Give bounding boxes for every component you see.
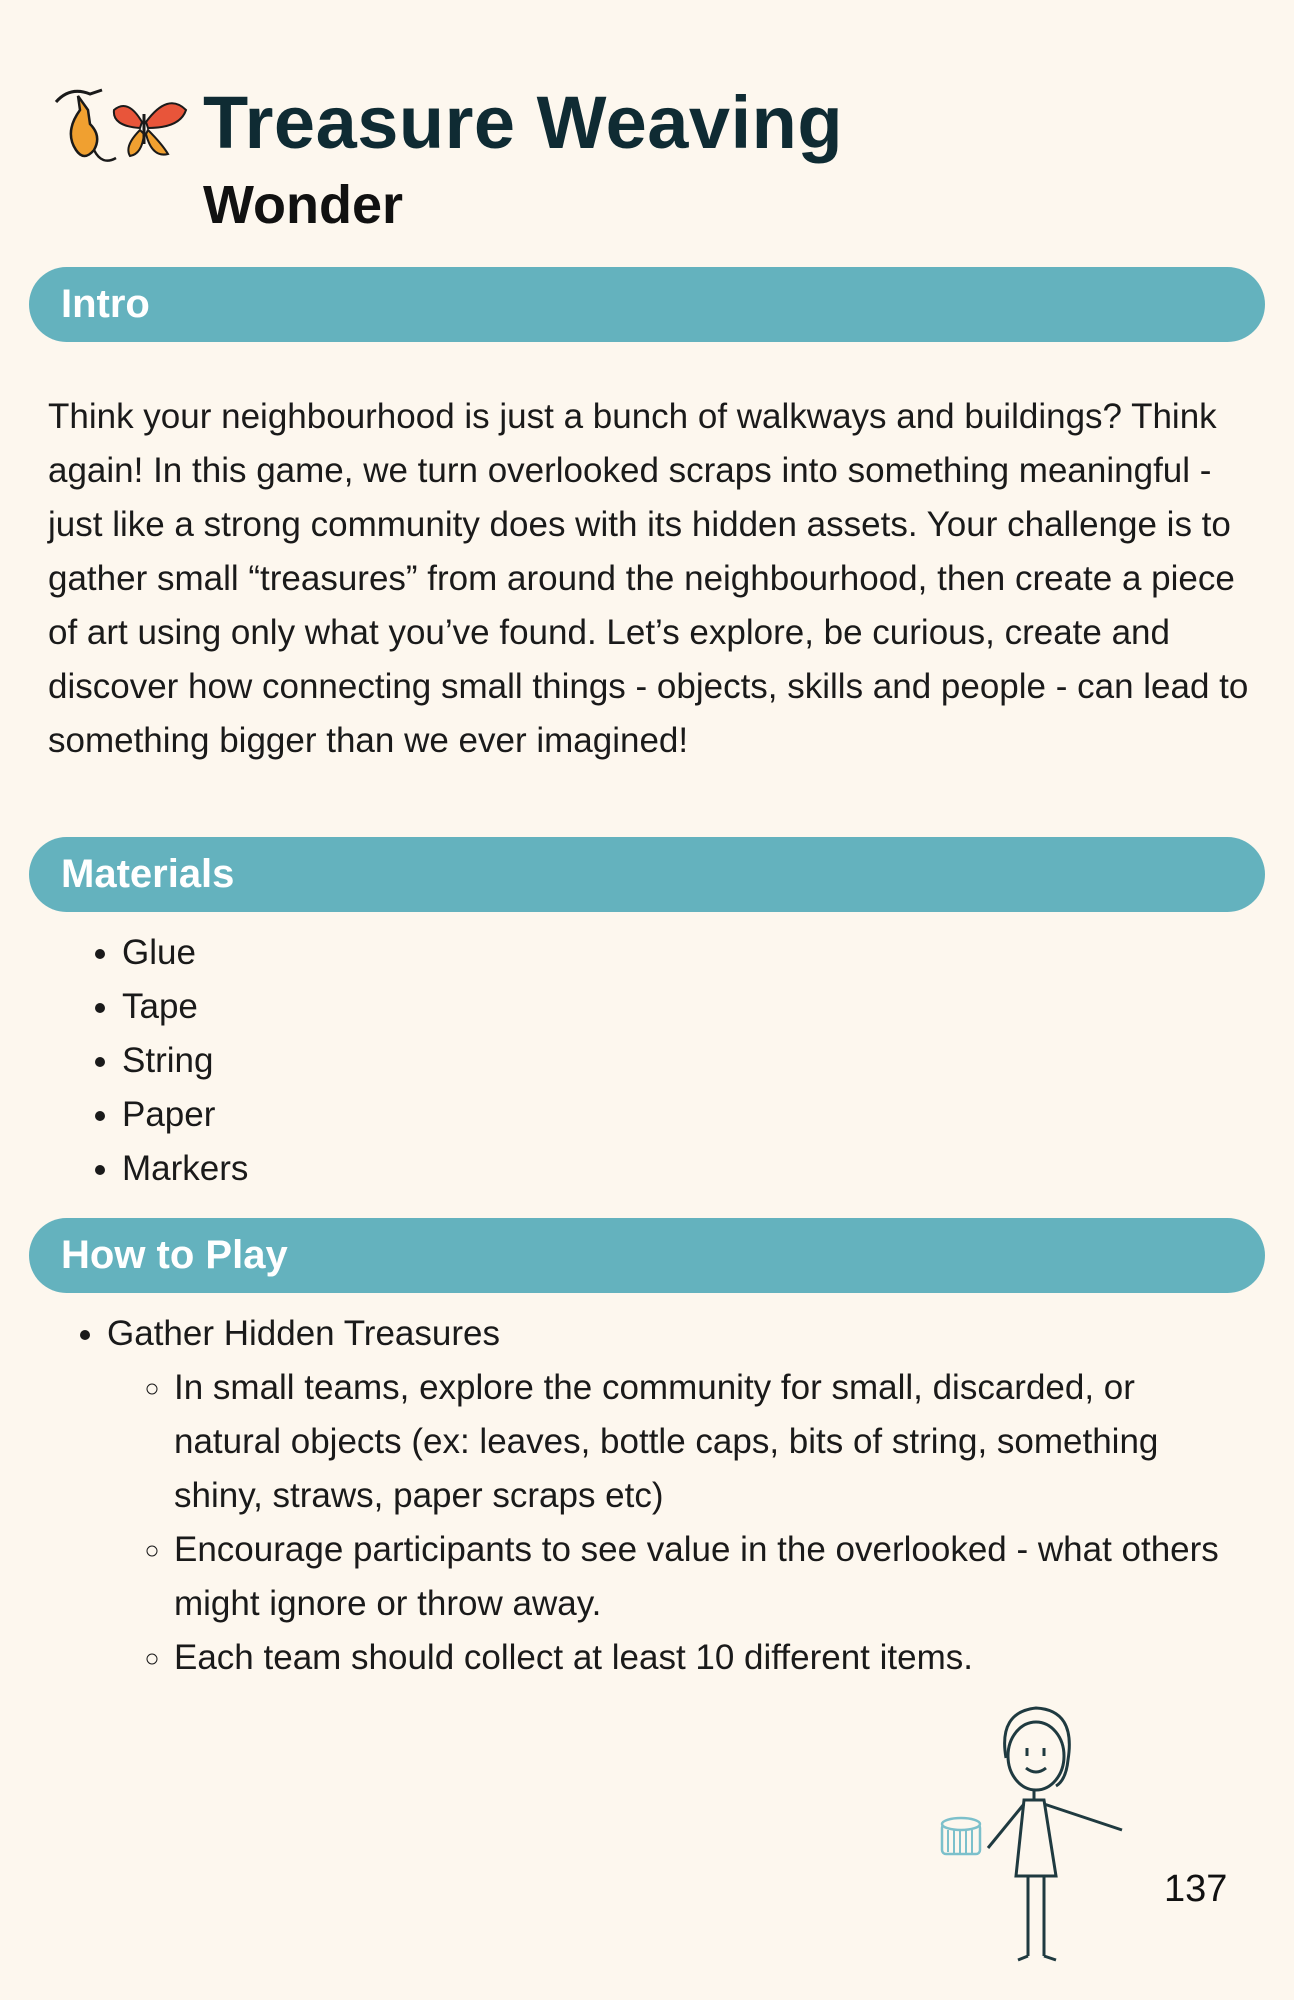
hook-and-butterfly-icon: [50, 80, 190, 170]
step-label: Gather Hidden Treasures: [107, 1314, 500, 1353]
list-item: • Tape: [122, 980, 248, 1034]
section-header-materials: [29, 837, 1265, 912]
list-item: [107, 1307, 1227, 1685]
section-heading: How to Play: [61, 1233, 288, 1277]
page-number: 137: [1164, 1868, 1228, 1910]
materials-list: [122, 926, 248, 1196]
list-item: • String: [122, 1034, 248, 1088]
section-header-how-to-play: [29, 1218, 1265, 1293]
stick-figure-with-bottle-cap-icon: [930, 1700, 1130, 1970]
section-header-intro: [29, 267, 1265, 342]
list-item: ◦ Each team should collect at least 10 different items.: [174, 1631, 1227, 1685]
section-heading: Materials: [61, 852, 235, 896]
list-item: ◦ In small teams, explore the community for small, discarded, or natural objects (ex: leaves, bottle caps, bits of string, something shiny, straws, paper scraps etc): [174, 1361, 1227, 1523]
list-item: ◦ Encourage participants to see value in the overlooked - what others might ignore or throw away.: [174, 1523, 1227, 1631]
intro-paragraph: Think your neighbourhood is just a bunch of walkways and buildings? Think again! In this game, we turn overlooked scraps into something meaningful - just like a strong community does with its hidden assets. Your challenge is to gather small “treasures” from around the neighbourhood, then create a piece of art using only what you’ve found. Let’s explore, be curious, create and discover how connecting small things - objects, skills and people - can lead to something bigger than we ever imagined!: [48, 397, 1249, 760]
how-to-play-list: [107, 1307, 1227, 1685]
list-item: • Glue: [122, 926, 248, 980]
list-item: • Markers: [122, 1142, 248, 1196]
page-title: Treasure Weaving: [203, 81, 844, 164]
list-item: • Paper: [122, 1088, 248, 1142]
section-heading: Intro: [61, 282, 150, 326]
substep-list: [107, 1361, 1227, 1685]
page-subtitle: Wonder: [203, 175, 403, 235]
